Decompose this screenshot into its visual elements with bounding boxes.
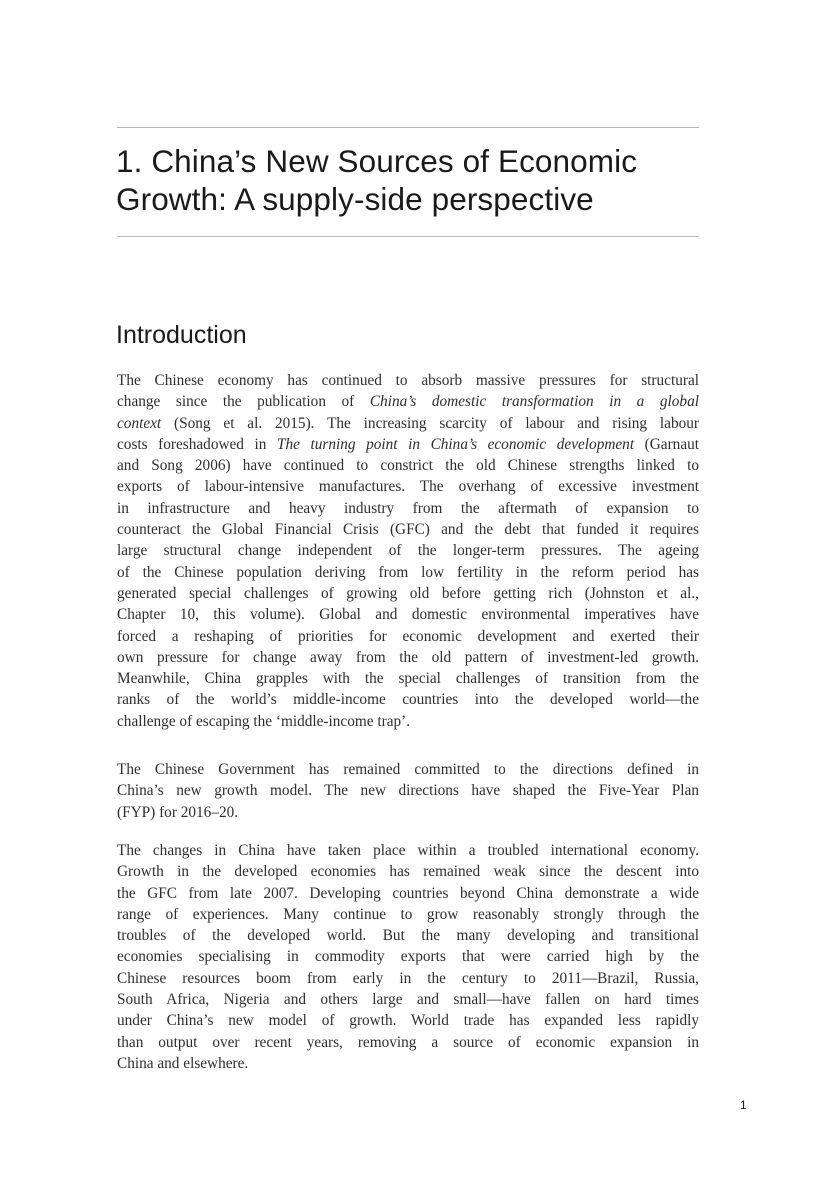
chapter-title	[116, 142, 706, 218]
text-line: The changes in China have taken place within a troubled international economy.	[117, 842, 699, 859]
text-line: (FYP) for 2016–20.	[117, 803, 239, 821]
page-number: 1	[740, 1098, 747, 1112]
text-line: of the Chinese population deriving from low fertility in the reform period has	[117, 563, 699, 581]
text-run: costs foreshadowed in	[117, 435, 277, 453]
text-run: (Garnaut	[634, 435, 700, 453]
text-line	[117, 434, 699, 455]
text-line: China and elsewhere.	[117, 1054, 249, 1072]
text-run: change since the publication of	[117, 393, 370, 411]
text-line: economies specialising in commodity exports that were carried high by the	[117, 948, 699, 966]
text-line: generated special challenges of growing old before getting rich (Johnston et al.,	[117, 584, 699, 602]
cited-book-title: context	[117, 414, 162, 432]
text-line: troubles of the developed world. But the many developing and transitional	[117, 927, 699, 945]
text-line: counteract the Global Financial Crisis (GFC) and the debt that funded it requires	[117, 521, 699, 539]
title-top-rule	[117, 127, 699, 128]
text-line: forced a reshaping of priorities for economic development and exerted their	[117, 627, 699, 645]
text-line: Chinese resources boom from early in the century to 2011—Brazil, Russia,	[117, 969, 699, 987]
text-line: China’s new growth model. The new directions have shaped the Five-Year Plan	[117, 782, 699, 800]
paragraph-2	[117, 759, 699, 823]
title-bottom-rule	[117, 236, 699, 237]
text-line: own pressure for change away from the old pattern of investment-led growth.	[117, 648, 699, 666]
text-line: range of experiences. Many continue to grow reasonably strongly through the	[117, 905, 699, 923]
paragraph-1	[117, 370, 699, 732]
text-line: Chapter 10, this volume). Global and domestic environmental imperatives have	[117, 606, 699, 624]
text-line	[117, 391, 699, 412]
text-line: under China’s new model of growth. World trade has expanded less rapidly	[117, 1012, 699, 1030]
chapter-title-line-1: 1. China’s New Sources of Economic	[116, 143, 638, 179]
text-line: The Chinese Government has remained committed to the directions defined in	[117, 761, 699, 778]
text-line: South Africa, Nigeria and others large and small—have fallen on hard times	[117, 991, 699, 1009]
text-line: the GFC from late 2007. Developing countries beyond China demonstrate a wide	[117, 884, 699, 902]
text-line: The Chinese economy has continued to absorb massive pressures for structural	[117, 372, 699, 389]
text-line: ranks of the world’s middle-income countries into the developed world—the	[117, 691, 699, 709]
text-line: in infrastructure and heavy industry from the aftermath of expansion to	[117, 499, 699, 517]
text-line: than output over recent years, removing a source of economic expansion in	[117, 1033, 699, 1051]
text-line: challenge of escaping the ‘middle-income trap’.	[117, 712, 411, 730]
section-heading: Introduction	[116, 321, 247, 349]
text-line	[117, 413, 699, 434]
text-line: Meanwhile, China grapples with the special challenges of transition from the	[117, 670, 699, 688]
text-line: Growth in the developed economies has remained weak since the descent into	[117, 863, 699, 881]
text-line: and Song 2006) have continued to constrict the old Chinese strengths linked to	[117, 457, 699, 475]
text-line: large structural change independent of the longer-term pressures. The ageing	[117, 542, 699, 560]
text-run: (Song et al. 2015). The increasing scarcity of labour and rising labour	[161, 414, 699, 432]
cited-book-title: The turning point in China’s economic development	[276, 435, 635, 453]
text-line: exports of labour-intensive manufactures. The overhang of excessive investment	[117, 478, 699, 496]
chapter-title-line-2: Growth: A supply-side perspective	[116, 181, 594, 217]
cited-book-title: China’s domestic transformation in a global	[369, 393, 699, 411]
paragraph-3	[117, 840, 699, 1074]
